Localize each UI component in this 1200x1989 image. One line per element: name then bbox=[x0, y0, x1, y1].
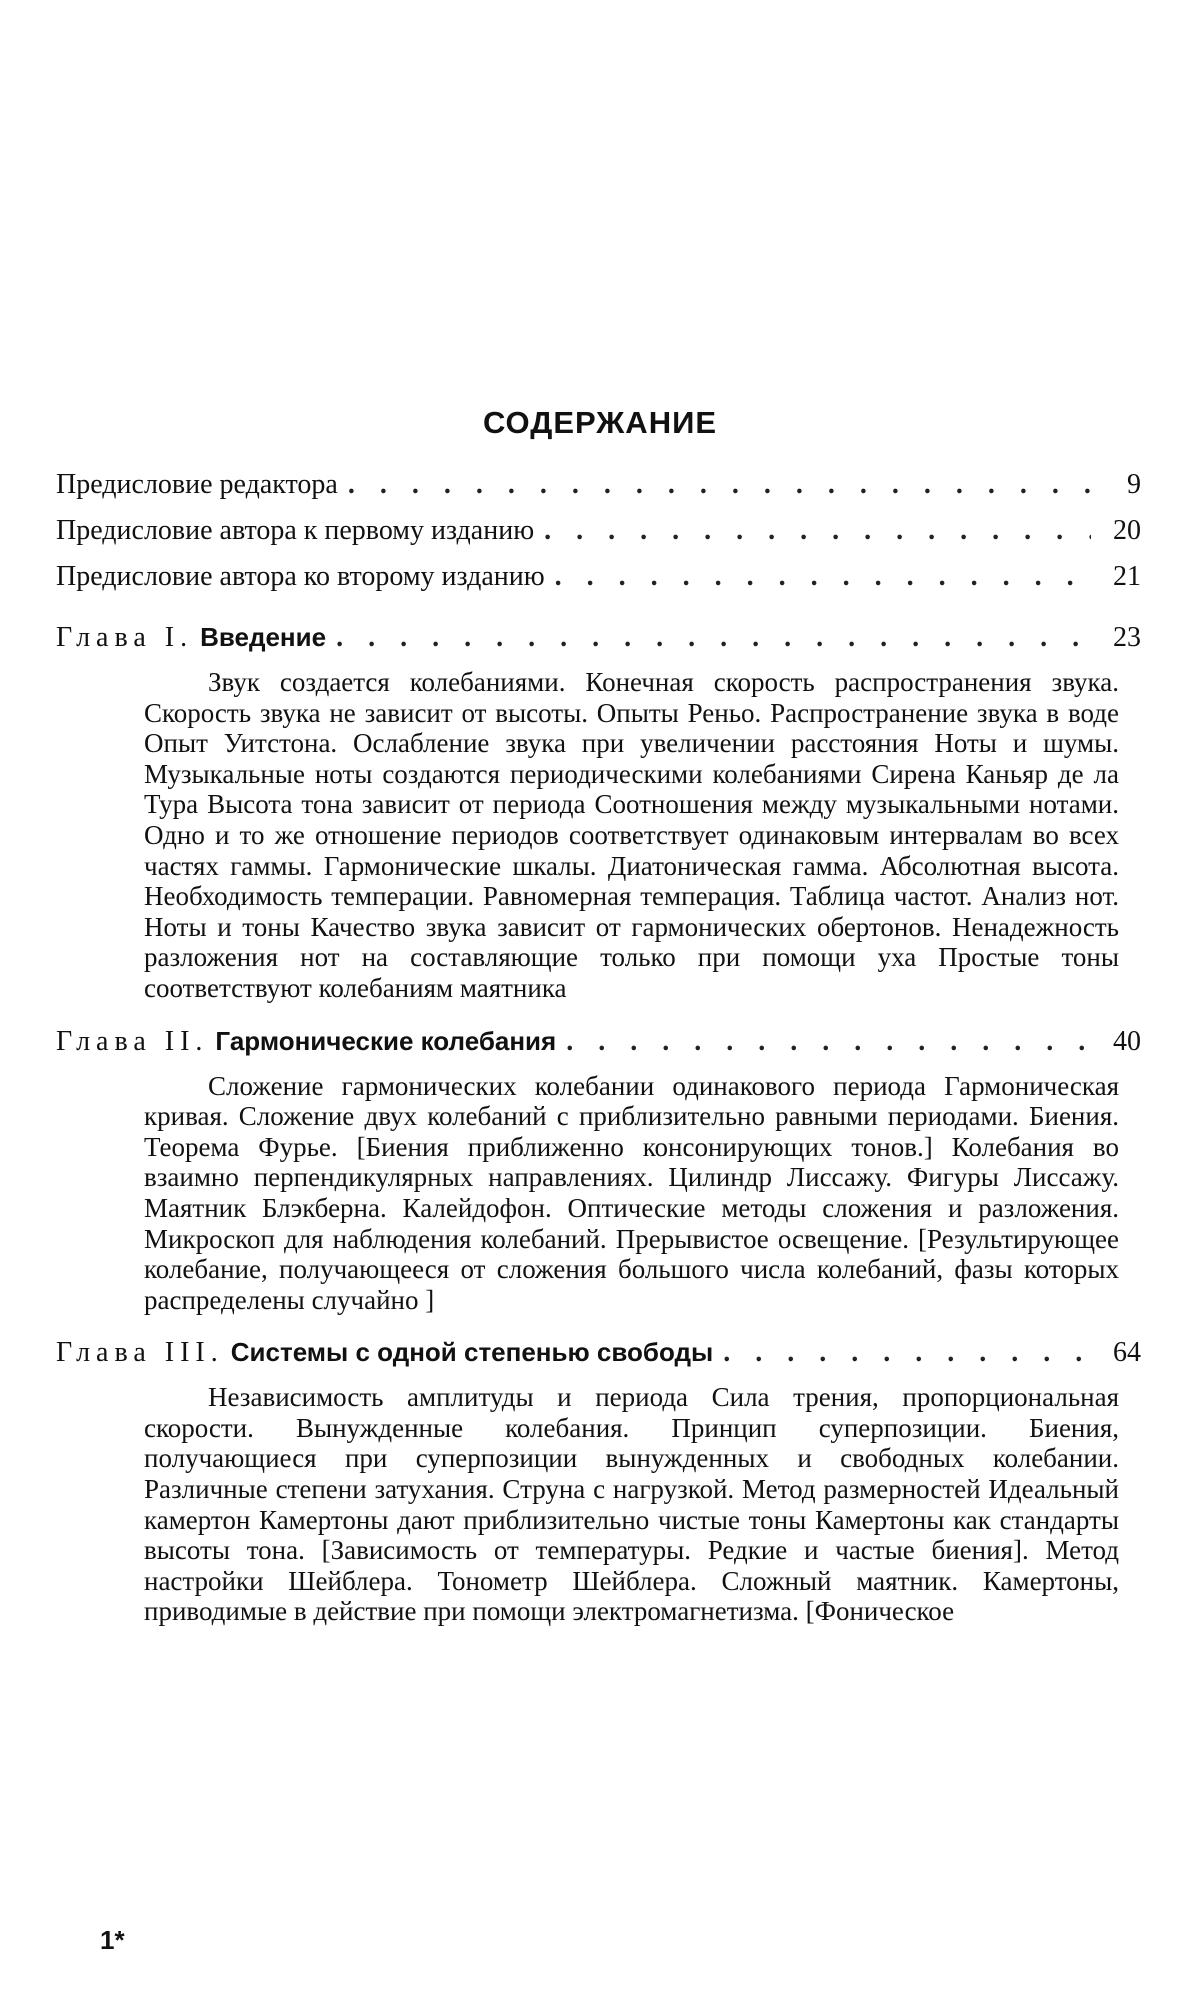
toc-entry-first-edition-preface[interactable] bbox=[56, 514, 1141, 548]
toc-entry-label: Предисловие автора ко второму изданию bbox=[56, 561, 545, 592]
toc-entry-label: Предисловие редактора bbox=[56, 469, 338, 500]
toc-page-number: 21 bbox=[1113, 561, 1141, 592]
leader-dots bbox=[555, 560, 1091, 594]
toc-page-number: 40 bbox=[1113, 1025, 1141, 1057]
chapter-title: Введение bbox=[200, 622, 327, 652]
toc-entry-label: Предисловие автора к первому изданию bbox=[56, 515, 535, 546]
toc-chapter-label bbox=[56, 1335, 713, 1370]
chapter-1-description: Звук создается колебаниями. Конечная скорость распространения звука. Скорость звука не зависит от высоты. Опыты Реньо. Распространение звука в воде Опыт Уитстона. Ослабление звука при увеличении расстояния Ноты и шумы. Музыкальные ноты создаются периодическими колебаниями Сирена Каньяр де ла Тура Высота тона зависит от периода Соотношения между музыкальными нотами. Одно и то же отношение периодов соответствует одинаковым интервалам во всех частях гаммы. Гармонические шкалы. Диатоническая гамма. Абсолютная высота. Необходимость темперации. Равномерная темперация. Таблица частот. Анализ нот. Ноты и тоны Качество звука зависит от гармонических обертонов. Ненадежность разложения нот на составляющие только при помощи уха Простые тоны соответствуют колебаниям маятника bbox=[144, 667, 1119, 1003]
page-title: СОДЕРЖАНИЕ bbox=[482, 405, 718, 440]
toc-chapter-2[interactable] bbox=[56, 1024, 1141, 1059]
table-of-contents bbox=[56, 468, 1141, 1647]
toc-page-number: 23 bbox=[1113, 622, 1141, 653]
toc-entry-second-edition-preface[interactable] bbox=[56, 560, 1141, 594]
toc-chapter-3[interactable] bbox=[56, 1335, 1141, 1370]
chapter-title: Системы с одной степенью свободы bbox=[230, 1337, 714, 1368]
chapter-2-description: Сложение гармонических колебании одинакового периода Гармоническая кривая. Сложение двух колебаний с приблизительно равными периодами. Биения. Теорема Фурье. [Биения приближенно консонирующих тонов.] Колебания во взаимно перпендикулярных направлениях. Цилиндр Лиссажу. Фигуры Лиссажу. Маятник Блэкберна. Калейдофон. Оптические методы сложения и разложения. Микроскоп для наблюдения колебаний. Прерывистое освещение. [Результирующее колебание, получающееся от сложения большого числа колебаний, фазы которых распределены случайно ] bbox=[144, 1070, 1119, 1315]
toc-page-number: 64 bbox=[1113, 1337, 1141, 1369]
chapter-prefix: Глава I. bbox=[56, 622, 194, 653]
leader-dots bbox=[566, 1025, 1091, 1059]
leader-dots bbox=[544, 514, 1091, 548]
chapter-prefix: Глава III. bbox=[56, 1337, 224, 1369]
signature-mark: 1* bbox=[100, 1925, 125, 1955]
toc-page-number: 20 bbox=[1113, 515, 1141, 546]
toc-chapter-label bbox=[56, 1024, 556, 1059]
leader-dots bbox=[336, 621, 1091, 655]
toc-chapter-label bbox=[56, 620, 326, 655]
toc-chapter-1[interactable] bbox=[56, 620, 1141, 655]
leader-dots bbox=[723, 1336, 1091, 1370]
chapter-prefix: Глава II. bbox=[56, 1025, 209, 1057]
chapter-3-description: Независимость амплитуды и периода Сила трения, пропорциональная скорости. Вынужденные колебания. Принцип суперпозиции. Биения, получающиеся при суперпозиции вынужденных и свободных колебании. Различные степени затухания. Струна с нагрузкой. Метод размерностей Идеальный камертон Камертоны дают приблизительно чистые тоны Камертоны как стандарты высоты тона. [Зависимость от температуры. Редкие и частые биения]. Метод настройки Шейблера. Тонометр Шейблера. Сложный маятник. Камертоны, приводимые в действие при помощи электромагнетизма. [Фоническое bbox=[144, 1382, 1119, 1627]
toc-page-number: 9 bbox=[1127, 469, 1141, 500]
chapter-title: Гармонические колебания bbox=[215, 1025, 557, 1056]
toc-entry-editor-preface[interactable] bbox=[56, 468, 1141, 502]
leader-dots bbox=[348, 468, 1091, 502]
